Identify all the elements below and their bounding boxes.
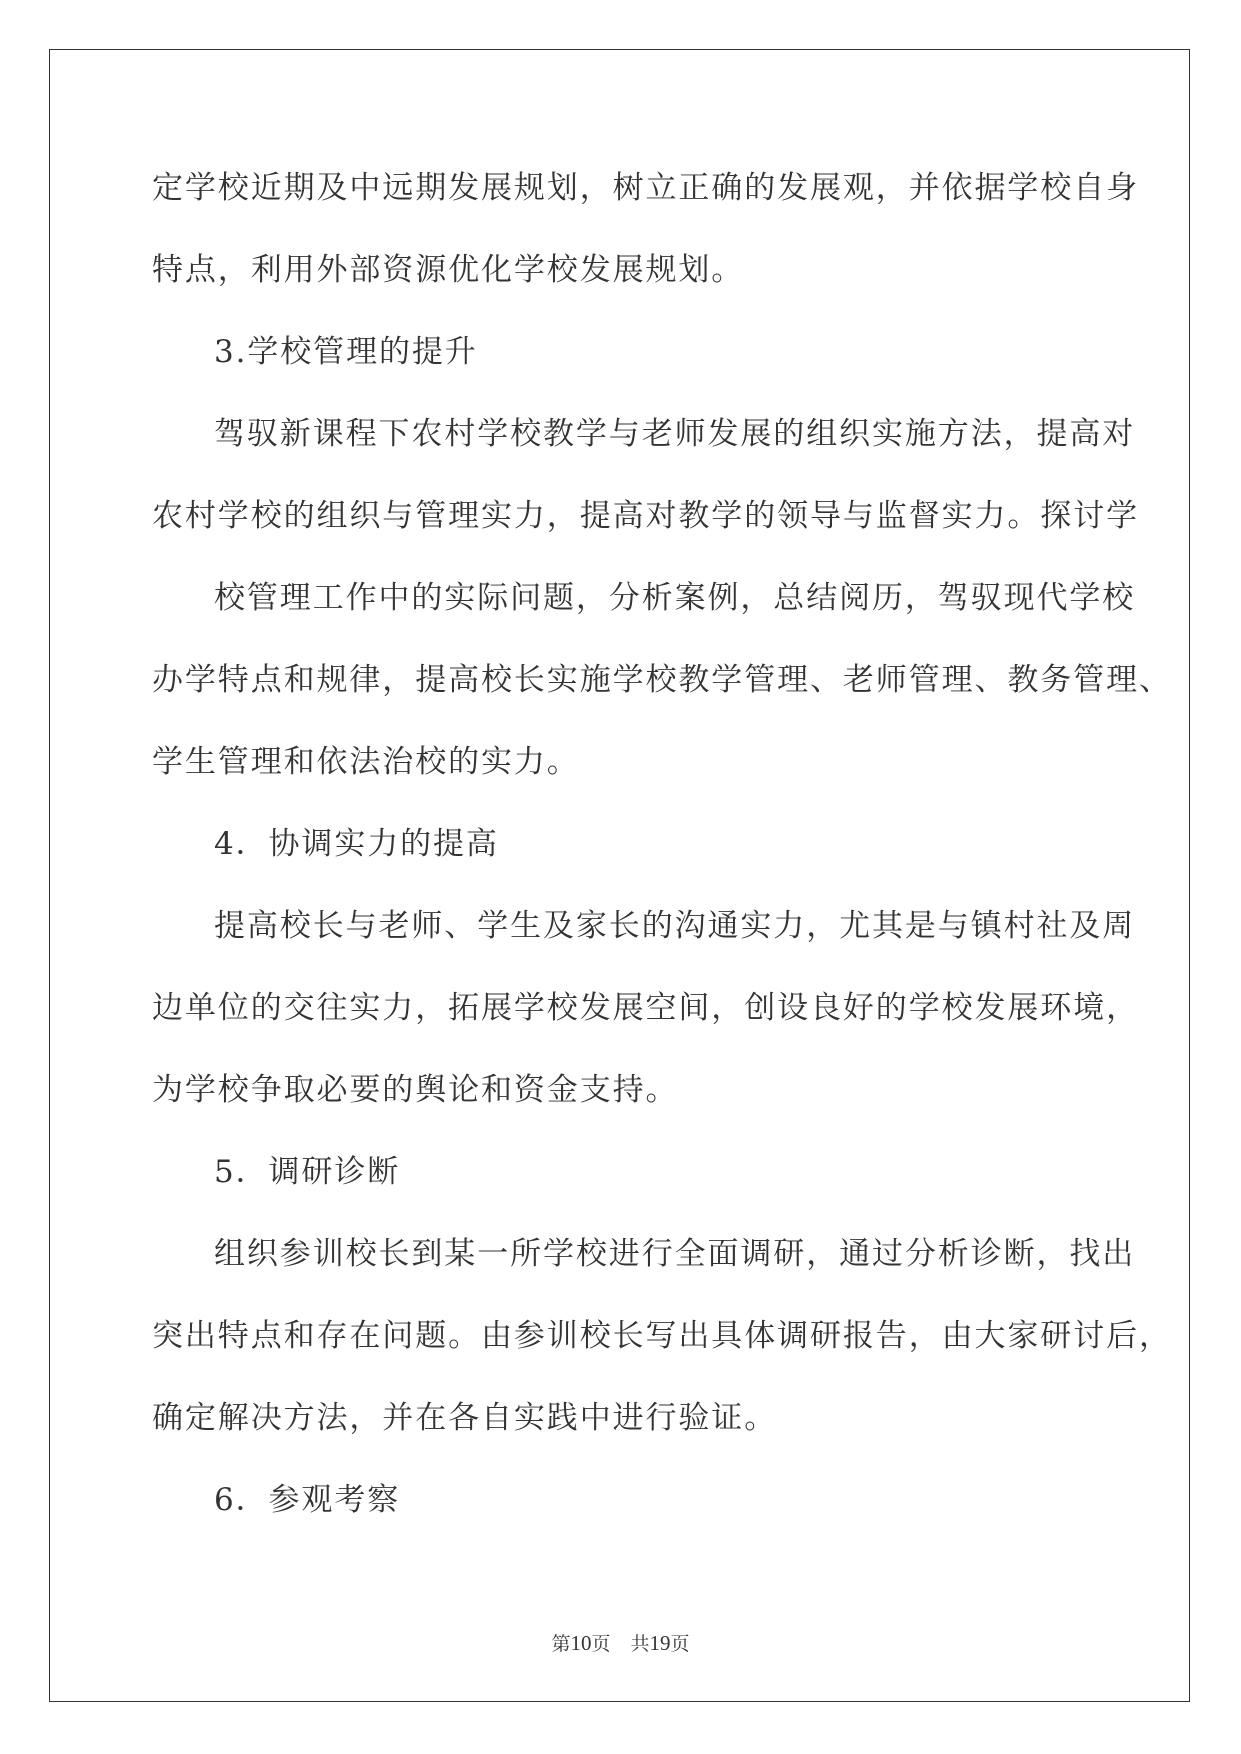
body-line-16: 确定解决方法，并在各自实践中进行验证。 bbox=[152, 1400, 778, 1436]
body-line-1: 定学校近期及中远期发展规划，树立正确的发展观，并依据学校自身 bbox=[152, 170, 1139, 206]
section-heading-3: 3.学校管理的提升 bbox=[214, 334, 478, 370]
body-line-6: 校管理工作中的实际问题，分析案例，总结阅历，驾驭现代学校 bbox=[214, 580, 1136, 616]
footer-prefix: 第 bbox=[551, 1633, 571, 1655]
section-heading-6: 6．参观考察 bbox=[214, 1482, 401, 1518]
section-heading-5: 5．调研诊断 bbox=[214, 1154, 401, 1190]
page-border bbox=[49, 49, 1190, 1702]
body-line-8: 学生管理和依法治校的实力。 bbox=[152, 744, 580, 780]
body-line-2: 特点，利用外部资源优化学校发展规划。 bbox=[152, 252, 745, 288]
footer-total-pages: 19 bbox=[649, 1631, 671, 1655]
page-footer bbox=[0, 1631, 1241, 1656]
body-line-11: 边单位的交往实力，拓展学校发展空间，创设良好的学校发展环境， bbox=[152, 990, 1139, 1026]
body-line-4: 驾驭新课程下农村学校教学与老师发展的组织实施方法，提高对 bbox=[214, 416, 1136, 452]
body-line-5: 农村学校的组织与管理实力，提高对教学的领导与监督实力。探讨学 bbox=[152, 498, 1139, 534]
footer-page-number: 10 bbox=[570, 1631, 592, 1655]
body-line-7: 办学特点和规律，提高校长实施学校教学管理、老师管理、教务管理、 bbox=[152, 662, 1172, 698]
footer-total-suffix: 页 bbox=[670, 1633, 690, 1655]
body-line-14: 组织参训校长到某一所学校进行全面调研，通过分析诊断，找出 bbox=[214, 1236, 1136, 1272]
footer-page-suffix: 页 bbox=[591, 1633, 611, 1655]
body-line-10: 提高校长与老师、学生及家长的沟通实力，尤其是与镇村社及周 bbox=[214, 908, 1136, 944]
section-heading-4: 4．协调实力的提高 bbox=[214, 826, 499, 862]
footer-total-prefix: 共 bbox=[630, 1633, 650, 1655]
body-line-12: 为学校争取必要的舆论和资金支持。 bbox=[152, 1072, 679, 1108]
body-line-15: 突出特点和存在问题。由参训校长写出具体调研报告，由大家研讨后， bbox=[152, 1318, 1172, 1354]
